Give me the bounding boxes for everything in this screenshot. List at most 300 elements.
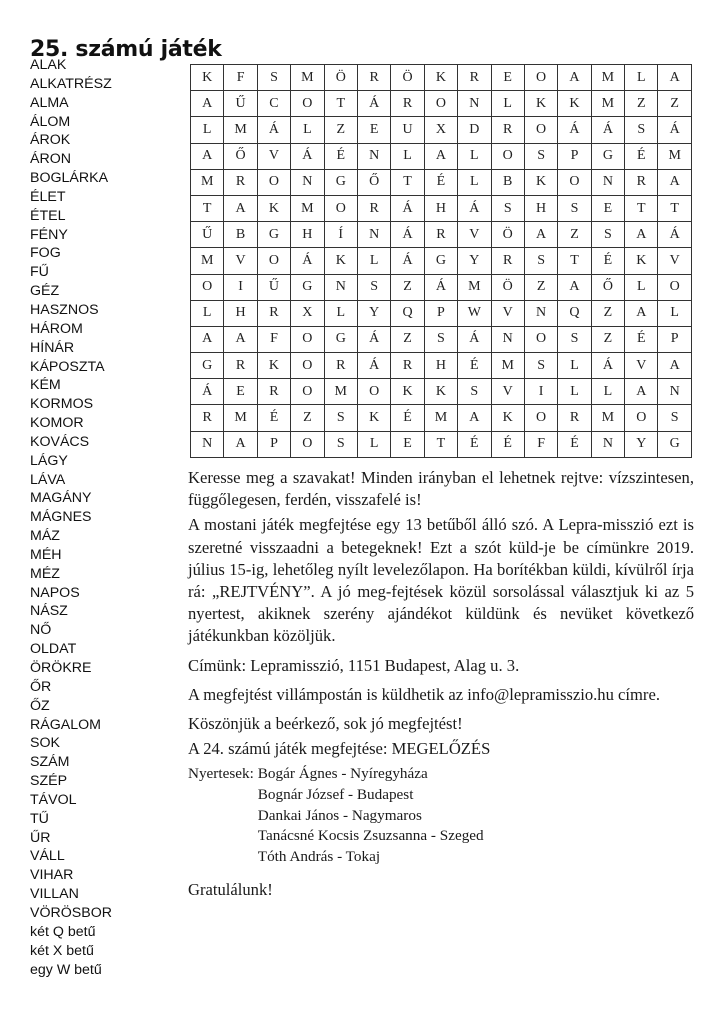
grid-row <box>191 195 692 221</box>
winner-item: Bognár József - Budapest <box>257 786 414 804</box>
grid-cell: N <box>357 222 390 248</box>
grid-cell: A <box>558 65 591 91</box>
instructions-block <box>188 467 694 909</box>
grid-row <box>191 65 692 91</box>
grid-cell: R <box>424 222 457 248</box>
grid-cell: L <box>558 379 591 405</box>
grid-cell: É <box>625 326 658 352</box>
grid-cell: T <box>658 195 691 221</box>
grid-cell: M <box>591 405 624 431</box>
word-list-item: HÍNÁR <box>30 339 75 356</box>
grid-cell: Á <box>458 326 491 352</box>
grid-row <box>191 431 692 457</box>
winners-label: Nyertesek: <box>188 765 254 783</box>
grid-cell: V <box>458 222 491 248</box>
word-list-item: VÖRÖSBOR <box>30 904 112 921</box>
grid-cell: Y <box>458 248 491 274</box>
grid-cell: O <box>191 274 224 300</box>
address-text: Címünk: Lepramisszió, 1151 Budapest, Alag u. 3. <box>188 655 520 675</box>
grid-cell: M <box>291 195 324 221</box>
grid-cell: L <box>357 431 390 457</box>
grid-cell: Z <box>558 222 591 248</box>
grid-cell: É <box>424 169 457 195</box>
grid-cell: I <box>224 274 257 300</box>
grid-cell: Ö <box>391 65 424 91</box>
grid-cell: Á <box>391 222 424 248</box>
grid-cell: Z <box>391 274 424 300</box>
grid-cell: Ő <box>357 169 390 195</box>
grid-cell: O <box>491 143 524 169</box>
grid-cell: P <box>558 143 591 169</box>
grid-cell: Á <box>558 117 591 143</box>
thanks-text: Köszönjük a beérkező, sok jó megfejtést! <box>188 714 463 734</box>
grid-cell: K <box>257 353 290 379</box>
grid-cell: P <box>424 300 457 326</box>
grid-cell: O <box>324 195 357 221</box>
grid-cell: R <box>391 353 424 379</box>
grid-cell: O <box>524 326 557 352</box>
grid-cell: É <box>458 353 491 379</box>
grid-cell: A <box>658 169 691 195</box>
grid-cell: R <box>257 379 290 405</box>
grid-cell: Á <box>191 379 224 405</box>
grid-cell: O <box>291 379 324 405</box>
grid-cell: É <box>391 405 424 431</box>
word-list-item: ALAK <box>30 57 67 73</box>
word-list-item: MAGÁNY <box>30 490 92 507</box>
grid-row <box>191 379 692 405</box>
grid-cell: Á <box>658 117 691 143</box>
word-list-item: LÁVA <box>30 471 66 488</box>
grid-cell: H <box>424 195 457 221</box>
grid-cell: A <box>625 222 658 248</box>
grid-cell: R <box>224 169 257 195</box>
grid-cell: O <box>558 169 591 195</box>
grid-cell: T <box>424 431 457 457</box>
grid-cell: S <box>558 326 591 352</box>
grid-cell: F <box>524 431 557 457</box>
grid-cell: O <box>524 405 557 431</box>
grid-cell: O <box>291 431 324 457</box>
grid-cell: Z <box>591 300 624 326</box>
grid-cell: N <box>291 169 324 195</box>
grid-cell: A <box>558 274 591 300</box>
grid-cell: G <box>658 431 691 457</box>
word-list-item: ÖRÖKRE <box>30 660 92 676</box>
grid-cell: O <box>291 353 324 379</box>
grid-cell: Ű <box>257 274 290 300</box>
previous-solution-text: A 24. számú játék megfejtése: MEGELŐZÉS <box>188 739 491 759</box>
grid-cell: A <box>658 353 691 379</box>
grid-cell: Á <box>658 222 691 248</box>
grid-cell: G <box>291 274 324 300</box>
grid-row <box>191 169 692 195</box>
grid-cell: O <box>424 91 457 117</box>
grid-cell: Á <box>424 274 457 300</box>
word-list-item: ŰR <box>30 829 51 846</box>
rules-text: A mostani játék megfejtése egy 13 betűből álló szó. A Lepra-misszió ezt is szeretné visszaadni a betegeknek! Ezt a szót küld-je be címünkre 2019. július 15-ig, lehetőleg nyílt levelezőlapon. Ha borítékban küldi, kívülről írja rá: „REJTVÉNY”. A jó meg-fejtések közül sorsolással választjuk ki az 5 nyertest, akiknek szerény ajándékot küldünk és nevüket következő játékunkban közöljük. <box>188 515 694 646</box>
grid-cell: L <box>191 117 224 143</box>
grid-cell: S <box>625 117 658 143</box>
grid-row <box>191 143 692 169</box>
grid-cell: P <box>257 431 290 457</box>
grid-cell: S <box>357 274 390 300</box>
email-note-text: A megfejtést villámpostán is küldhetik az info@lepramisszio.hu címre. <box>188 684 660 704</box>
word-list-item: KÉM <box>30 377 61 394</box>
grid-cell: L <box>324 300 357 326</box>
grid-cell: O <box>524 117 557 143</box>
grid-cell: L <box>625 274 658 300</box>
word-list-item: LÁGY <box>30 452 68 469</box>
grid-cell: Z <box>591 326 624 352</box>
grid-cell: A <box>424 143 457 169</box>
grid-cell: S <box>658 405 691 431</box>
grid-cell: S <box>324 405 357 431</box>
grid-cell: É <box>458 431 491 457</box>
word-list-item: KÁPOSZTA <box>30 358 105 375</box>
grid-cell: K <box>191 65 224 91</box>
grid-cell: L <box>558 353 591 379</box>
grid-cell: A <box>625 379 658 405</box>
word-list-item: ÉLET <box>30 188 66 205</box>
word-list-item: TŰ <box>30 810 49 827</box>
grid-cell: O <box>257 169 290 195</box>
grid-cell: C <box>257 91 290 117</box>
grid-cell: Á <box>357 91 390 117</box>
grid-cell: D <box>458 117 491 143</box>
grid-cell: S <box>524 353 557 379</box>
word-list-item: TÁVOL <box>30 791 77 808</box>
grid-cell: L <box>591 379 624 405</box>
word-list-item: KOVÁCS <box>30 433 90 450</box>
word-list-item: SOK <box>30 735 60 752</box>
grid-cell: V <box>658 248 691 274</box>
grid-cell: K <box>524 91 557 117</box>
grid-cell: E <box>591 195 624 221</box>
grid-cell: O <box>524 65 557 91</box>
grid-cell: A <box>224 195 257 221</box>
word-list-item: HASZNOS <box>30 301 99 318</box>
grid-cell: V <box>224 248 257 274</box>
grid-cell: R <box>257 300 290 326</box>
grid-cell: T <box>558 248 591 274</box>
grid-cell: Á <box>357 353 390 379</box>
grid-cell: K <box>558 91 591 117</box>
grid-cell: K <box>257 195 290 221</box>
grid-cell: O <box>625 405 658 431</box>
grid-cell: S <box>324 431 357 457</box>
grid-cell: O <box>291 91 324 117</box>
word-list-item: NŐ <box>30 622 52 639</box>
grid-cell: N <box>324 274 357 300</box>
grid-cell: K <box>391 379 424 405</box>
grid-cell: A <box>658 65 691 91</box>
word-list-item: OLDAT <box>30 641 77 658</box>
grid-row <box>191 91 692 117</box>
grid-cell: R <box>491 117 524 143</box>
winner-item: Dankai János - Nagymaros <box>257 806 422 824</box>
grid-cell: G <box>591 143 624 169</box>
grid-cell: M <box>424 405 457 431</box>
word-list-item: MÁGNES <box>30 509 92 526</box>
grid-cell: Z <box>524 274 557 300</box>
grid-cell: Á <box>391 248 424 274</box>
grid-cell: I <box>524 379 557 405</box>
grid-cell: Ö <box>324 65 357 91</box>
grid-cell: Ö <box>491 274 524 300</box>
grid-cell: K <box>357 405 390 431</box>
grid-cell: Q <box>391 300 424 326</box>
grid-cell: K <box>324 248 357 274</box>
grid-row <box>191 300 692 326</box>
grid-cell: S <box>524 143 557 169</box>
grid-cell: K <box>625 248 658 274</box>
grid-cell: A <box>458 405 491 431</box>
grid-cell: M <box>591 91 624 117</box>
grid-cell: N <box>458 91 491 117</box>
grid-cell: É <box>324 143 357 169</box>
winners-section <box>188 764 694 867</box>
grid-cell: A <box>191 143 224 169</box>
grid-cell: M <box>658 143 691 169</box>
grid-cell: T <box>191 195 224 221</box>
grid-cell: A <box>224 326 257 352</box>
grid-cell: T <box>391 169 424 195</box>
page-title: 25. számú játék <box>30 36 222 62</box>
word-list-item: RÁGALOM <box>30 716 101 733</box>
grid-cell: V <box>491 379 524 405</box>
grid-cell: K <box>424 65 457 91</box>
word-list-item: MÉH <box>30 546 62 563</box>
grid-cell: N <box>357 143 390 169</box>
word-list-item: ÁLOM <box>30 113 71 130</box>
grid-cell: L <box>191 300 224 326</box>
grid-cell: L <box>291 117 324 143</box>
grid-cell: Z <box>324 117 357 143</box>
grid-cell: S <box>558 195 591 221</box>
grid-cell: R <box>357 65 390 91</box>
grid-cell: S <box>257 65 290 91</box>
grid-cell: L <box>491 91 524 117</box>
grid-cell: Y <box>625 431 658 457</box>
word-list-item: ALMA <box>30 94 69 111</box>
grid-cell: Z <box>391 326 424 352</box>
grid-cell: K <box>491 405 524 431</box>
grid-cell: Z <box>291 405 324 431</box>
instructions-text: Keresse meg a szavakat! Minden irányban el lehetnek rejtve: vízszintesen, függőlegesen, ferdén, visszafelé is! <box>188 468 694 510</box>
grid-cell: K <box>424 379 457 405</box>
grid-cell: S <box>591 222 624 248</box>
word-list-item: KORMOS <box>30 396 94 413</box>
grid-row <box>191 248 692 274</box>
grid-cell: V <box>625 353 658 379</box>
grid-cell: G <box>191 353 224 379</box>
grid-cell: B <box>491 169 524 195</box>
word-list-item: VIHAR <box>30 867 74 884</box>
grid-cell: A <box>191 326 224 352</box>
grid-cell: Z <box>658 91 691 117</box>
grid-cell: N <box>658 379 691 405</box>
grid-cell: E <box>391 431 424 457</box>
grid-row <box>191 274 692 300</box>
grid-cell: P <box>658 326 691 352</box>
word-list-item: VÁLL <box>30 848 65 865</box>
grid-cell: K <box>524 169 557 195</box>
grid-cell: R <box>324 353 357 379</box>
grid-cell: G <box>257 222 290 248</box>
grid-cell: R <box>558 405 591 431</box>
word-list-item: SZÉP <box>30 773 68 790</box>
grid-cell: G <box>324 326 357 352</box>
grid-cell: A <box>224 431 257 457</box>
grid-cell: N <box>591 169 624 195</box>
word-list-item: FOG <box>30 245 61 262</box>
grid-cell: T <box>625 195 658 221</box>
grid-row <box>191 326 692 352</box>
grid-cell: T <box>324 91 357 117</box>
winner-item: Tanácsné Kocsis Zsuzsanna - Szeged <box>257 827 484 845</box>
grid-cell: L <box>391 143 424 169</box>
grid-cell: É <box>625 143 658 169</box>
grid-cell: É <box>257 405 290 431</box>
grid-cell: Í <box>324 222 357 248</box>
grid-cell: Á <box>291 248 324 274</box>
grid-cell: W <box>458 300 491 326</box>
word-list-item: GÉZ <box>30 283 60 300</box>
word-list-item: ÁRON <box>30 151 71 168</box>
grid-cell: Á <box>458 195 491 221</box>
grid-row <box>191 405 692 431</box>
grid-cell: Á <box>257 117 290 143</box>
grid-cell: N <box>191 431 224 457</box>
grid-cell: M <box>291 65 324 91</box>
word-list-item: két Q betű <box>30 923 96 940</box>
grid-cell: A <box>625 300 658 326</box>
grid-cell: U <box>391 117 424 143</box>
grid-cell: Z <box>625 91 658 117</box>
grid-cell: O <box>658 274 691 300</box>
grid-cell: L <box>658 300 691 326</box>
word-list-item: ŐR <box>30 678 52 695</box>
grid-cell: H <box>224 300 257 326</box>
grid-cell: Ő <box>224 143 257 169</box>
grid-cell: S <box>524 248 557 274</box>
grid-cell: L <box>458 169 491 195</box>
grid-cell: S <box>424 326 457 352</box>
grid-cell: M <box>191 169 224 195</box>
word-list-item: FÉNY <box>30 226 68 243</box>
grid-cell: F <box>224 65 257 91</box>
grid-cell: Á <box>391 195 424 221</box>
grid-cell: Ö <box>491 222 524 248</box>
word-list-item: BOGLÁRKA <box>30 170 109 187</box>
grid-cell: Á <box>291 143 324 169</box>
grid-cell: H <box>424 353 457 379</box>
grid-cell: M <box>324 379 357 405</box>
grid-cell: R <box>491 248 524 274</box>
grid-cell: O <box>357 379 390 405</box>
grid-cell: G <box>424 248 457 274</box>
grid-cell: L <box>357 248 390 274</box>
grid-cell: X <box>291 300 324 326</box>
grid-cell: O <box>257 248 290 274</box>
grid-cell: É <box>591 248 624 274</box>
word-list-item: FŰ <box>30 264 49 281</box>
grid-cell: Á <box>357 326 390 352</box>
grid-cell: É <box>558 431 591 457</box>
grid-cell: R <box>391 91 424 117</box>
grid-cell: Ű <box>224 91 257 117</box>
grid-cell: Á <box>591 117 624 143</box>
word-list-item: KOMOR <box>30 415 84 432</box>
grid-cell: R <box>458 65 491 91</box>
grid-cell: X <box>424 117 457 143</box>
grid-cell: E <box>224 379 257 405</box>
grid-cell: A <box>524 222 557 248</box>
grid-cell: Á <box>591 353 624 379</box>
grid-cell: N <box>591 431 624 457</box>
grid-cell: M <box>224 405 257 431</box>
grid-cell: E <box>357 117 390 143</box>
grid-cell: N <box>491 326 524 352</box>
grid-cell: R <box>191 405 224 431</box>
grid-cell: L <box>625 65 658 91</box>
grid-row <box>191 353 692 379</box>
grid-cell: G <box>324 169 357 195</box>
grid-cell: L <box>458 143 491 169</box>
winner-item: Bogár Ágnes - Nyíregyháza <box>257 765 428 783</box>
word-list-item: MÁZ <box>30 528 60 545</box>
grid-cell: H <box>524 195 557 221</box>
grid-cell: Ű <box>191 222 224 248</box>
winner-item: Tóth András - Tokaj <box>257 847 381 865</box>
word-list-item: HÁROM <box>30 320 83 337</box>
word-list-item: ALKATRÉSZ <box>30 75 112 92</box>
grid-cell: H <box>291 222 324 248</box>
grid-cell: M <box>191 248 224 274</box>
word-list-item: SZÁM <box>30 754 70 771</box>
grid-cell: O <box>291 326 324 352</box>
word-list-item: NAPOS <box>30 584 80 601</box>
grid-row <box>191 222 692 248</box>
grid-cell: M <box>458 274 491 300</box>
congrats-text: Gratulálunk! <box>188 880 273 900</box>
grid-cell: V <box>257 143 290 169</box>
word-list-item: két X betű <box>30 942 94 959</box>
word-list-item: NÁSZ <box>30 603 68 620</box>
grid-cell: Ő <box>591 274 624 300</box>
grid-cell: S <box>491 195 524 221</box>
word-list-item: ŐZ <box>30 697 50 714</box>
word-search-grid <box>190 64 692 458</box>
grid-cell: M <box>224 117 257 143</box>
word-list-item: MÉZ <box>30 565 60 582</box>
grid-row <box>191 117 692 143</box>
grid-cell: M <box>591 65 624 91</box>
grid-cell: R <box>224 353 257 379</box>
grid-cell: Q <box>558 300 591 326</box>
word-list-item: VILLAN <box>30 886 79 903</box>
grid-cell: F <box>257 326 290 352</box>
grid-cell: É <box>491 431 524 457</box>
grid-cell: Y <box>357 300 390 326</box>
grid-cell: R <box>625 169 658 195</box>
word-list-item: ÉTEL <box>30 207 66 224</box>
grid-cell: R <box>357 195 390 221</box>
word-list-item: egy W betű <box>30 961 102 978</box>
grid-cell: V <box>491 300 524 326</box>
grid-cell: E <box>491 65 524 91</box>
